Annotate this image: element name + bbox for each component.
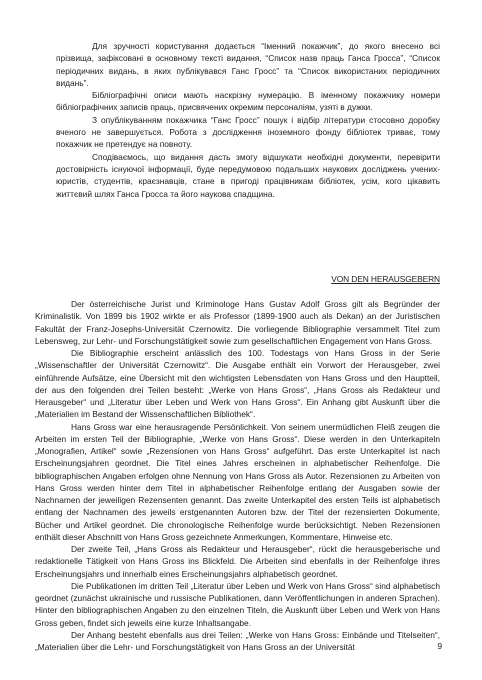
german-paragraph: Hans Gross war eine herausragende Persönlichkeit. Von seinem unermüdlichen Fleiß zeugen die Arbeiten im ersten Teil der Bibliographie, „Werke von Hans Gross“. Diese werden in den Unterkapiteln „Monografien, Artikel“ sowie „Rezensionen von Hans Gross“ aufgeführt. Das erste Unterkapitel ist nach Erscheinungsjahren geordnet. Die Titel eines Jahres erscheinen in alphabetischer Reihenfolge. Die bibliographischen Angaben erfolgen ohne Nennung von Hans Gross als Autor. Rezensionen zu Arbeiten von Hans Gross werden hinter dem Titel in alphabetischer Reihenfolge entlang der Ausgaben sowie der Nachnamen der jeweiligen Rezensenten genannt. Das zweite Unterkapitel des ersten Teils ist alphabetisch entlang der Nachnamen des jeweils erstgenannten Autoren bzw. der Titel der rezensierten Dokumente, Bücher und Artikel geordnet. Die chronologische Reihenfolge wurde berücksichtigt. Neben Rezensionen enthält dieser Abschnitt von Hans Gross gezeichnete Anmerkungen, Kommentare, Hinweise etc.	[35, 421, 440, 542]
page-number: 9	[437, 641, 442, 651]
ukrainian-paragraph: З опублікуванням покажчика “Ганс Гросс” пошук і відбір літератури стосовно доробку вченого не завершується. Робота з дослідження іноземного фонду бібліотек триває, тому покажчик не претендує на повноту.	[56, 114, 440, 150]
german-paragraph: Der zweite Teil, „Hans Gross als Redakteur und Herausgeber“, rückt die herausgeberische und redaktionelle Tätigkeit von Hans Gross ins Blickfeld. Die Arbeiten sind ebenfalls in der Reihenfolge ihres Erscheinungsjahrs und innerhalb eines Erscheinungsjahrs alphabetisch geordnet.	[35, 544, 440, 579]
section-heading: VON DEN HERAUSGEBERN	[331, 274, 440, 284]
german-paragraph: Der österreichische Jurist und Kriminologe Hans Gustav Adolf Gross gilt als Begründer der Kriminalistik. Von 1899 bis 1902 wirkte er als Professor (1899-1900 auch als Dekan) an der Juristischen Fakultät der Franz-Josephs-Universität Czernowitz. Die vorliegende Bibliographie versammelt Titel zum Lebensweg, zur Lehr- und Forschungstätigkeit sowie zum gesellschaftlichen Engagement von Hans Gross.	[35, 299, 440, 346]
german-paragraph: Der Anhang besteht ebenfalls aus drei Teilen: „Werke von Hans Gross: Einbände und Titelseiten“, „Materialien über die Lehr- und Forschungstätigkeit von Hans Gross an der Universität	[35, 629, 440, 652]
ukrainian-paragraph: Сподіваємось, що видання дасть змогу відшукати необхідні документи, перевірити достовірність існуючої інформації, буде передумовою подальших наукових досліджень учених-юристів, студентів, краєзнавців, стане в пригоді працівникам бібліотек, усім, кого цікавить життєвий шлях Ганса Гросса та його наукова спадщина.	[56, 151, 440, 199]
german-text	[35, 298, 440, 653]
ukrainian-paragraph: Для зручності користування додається “Іменний покажчик”, до якого внесено всі прізвища, зафіксовані в основному тексті видання, “Список назв праць Ганса Гросса”, “Список періодичних видань, в яких публікувався Ганс Гросс” та “Список використаних періодичних видань”.	[56, 41, 440, 88]
ukrainian-paragraph: Бібліографічні описи мають наскрізну нумерацію. В іменному покажчику номери бібліографічних записів праць, присвячених окремим персоналіям, узяті в дужки.	[56, 90, 440, 113]
german-paragraph: Die Bibliographie erscheint anlässlich des 100. Todestags von Hans Gross in der Serie „Wissenschaftler der Universität Czernowitz“. Die Ausgabe enthält ein Vorwort der Herausgeber, zwei einführende Aufsätze, eine Übersicht mit den wichtigsten Lebensdaten von Hans Gross und den Hauptteil, der aus den folgenden drei Teilen besteht: „Werke von Hans Gross“, „Hans Gross als Redakteur und Herausgeber“ und „Literatur über Leben und Werk von Hans Gross“. Ein Anhang gibt Auskunft über die „Materialien im Bestand der Wissenschaftlichen Bibliothek“.	[35, 348, 440, 420]
ukrainian-intro	[56, 40, 440, 200]
german-paragraph: Die Publikationen im dritten Teil „Literatur über Leben und Werk von Hans Gross“ sind alphabetisch geordnet (zunächst ukrainische und russische Publikationen, dann Veröffentlichungen in anderen Sprachen). Hinter den bibliographischen Angaben zu den einzelnen Titeln, die Auskunft über Leben und Werk von Hans Gross geben, findet sich jeweils eine kurze Inhaltsangabe.	[35, 580, 440, 628]
